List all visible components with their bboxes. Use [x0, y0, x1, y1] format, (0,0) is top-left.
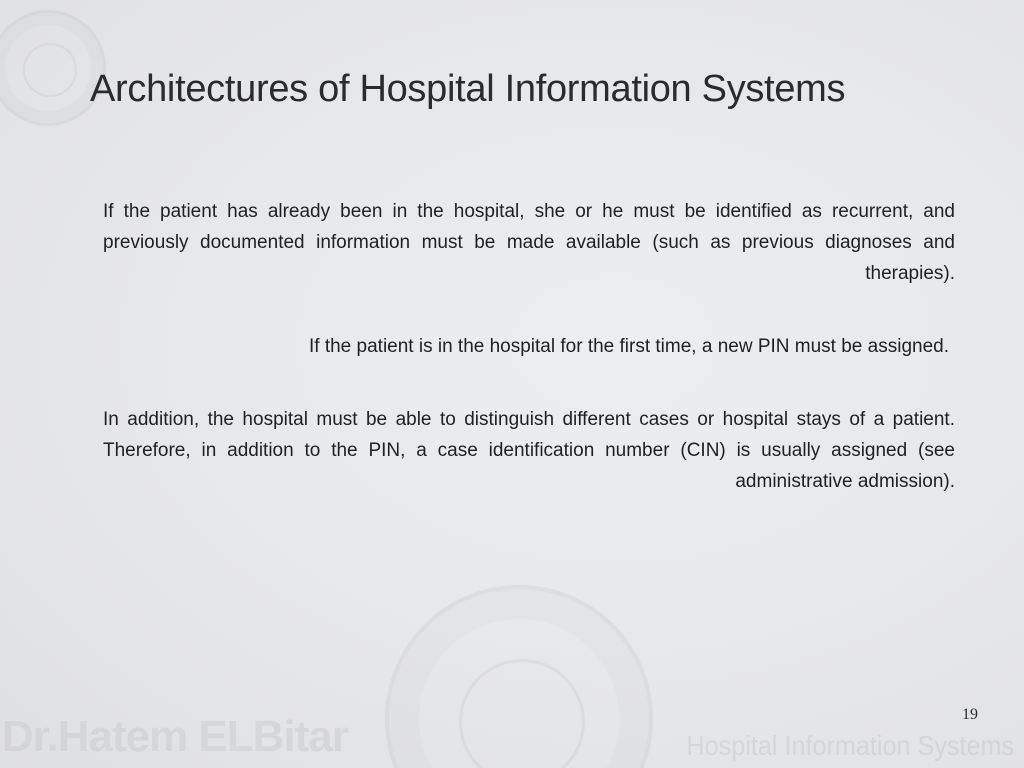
watermark-author: Dr.Hatem ELBitar	[2, 712, 348, 761]
paragraph-case-identification: In addition, the hospital must be able to distinguish different cases or hospital stays of a patient. Therefore, in addition to the PIN, a case identification number (CIN) is usually assigned (see administrative admission).	[103, 409, 955, 492]
slide-title: Architectures of Hospital Information Systems	[90, 68, 846, 110]
page-number: 19	[962, 706, 978, 723]
paragraph-new-pin: If the patient is in the hospital for the first time, a new PIN must be assigned.	[309, 336, 949, 357]
watermark-course: Hospital Information Systems	[686, 730, 1014, 761]
slide-body	[103, 196, 955, 539]
paragraph-recurrent-patient: If the patient has already been in the hospital, she or he must be identified as recurrent, and previously documented information must be made available (such as previous diagnoses and therapies).	[103, 201, 955, 284]
watermark-seal-center	[385, 585, 653, 768]
